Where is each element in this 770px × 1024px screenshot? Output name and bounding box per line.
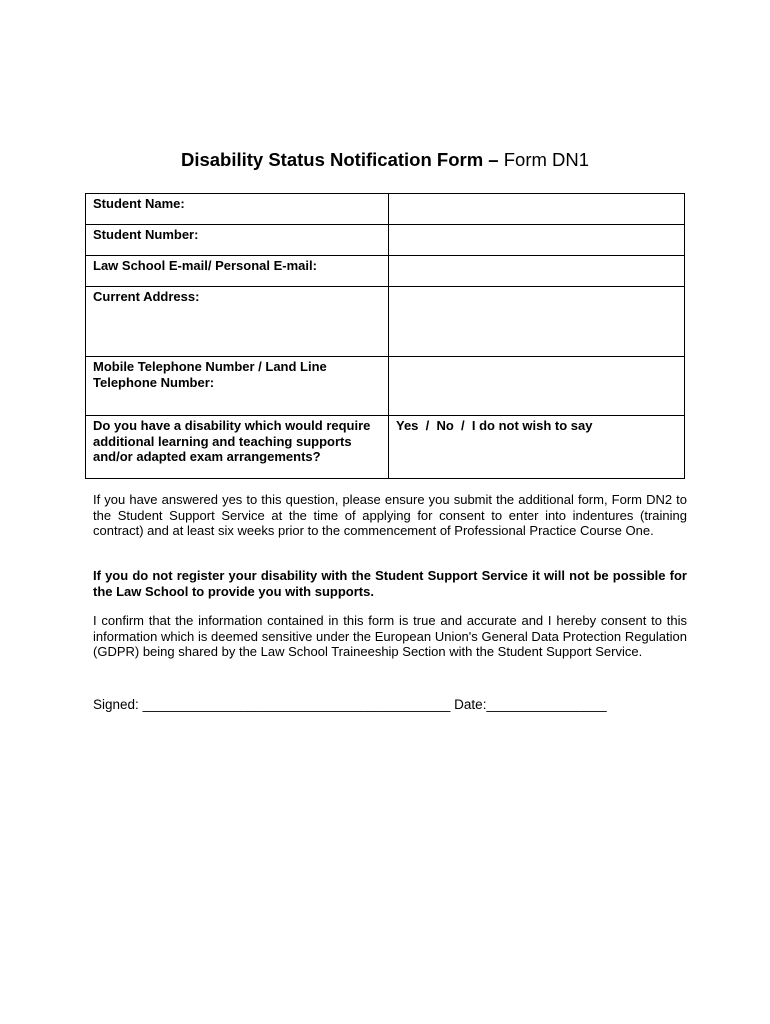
disability-question: Do you have a disability which would require additional learning and teaching supports and/or adapted exam arrangements? xyxy=(86,416,389,479)
signature-line xyxy=(93,697,607,713)
phone-field[interactable] xyxy=(389,357,685,416)
email-label: Law School E-mail/ Personal E-mail: xyxy=(86,256,389,287)
additional-form-note: If you have answered yes to this question, please ensure you submit the additional form, Form DN2 to the Student Support Service at the time of applying for consent to enter into indentures (training contract) and at least six weeks prior to the commencement of Professional Practice Course One. xyxy=(93,492,687,538)
table-row xyxy=(86,416,685,479)
phone-label-line1: Mobile Telephone Number / Land Line xyxy=(93,359,327,374)
table-row xyxy=(86,256,685,287)
table-row xyxy=(86,225,685,256)
student-name-label: Student Name: xyxy=(86,194,389,225)
table-row xyxy=(86,194,685,225)
student-details-table xyxy=(85,193,685,479)
student-number-label: Student Number: xyxy=(86,225,389,256)
table-row xyxy=(86,357,685,416)
email-field[interactable] xyxy=(389,256,685,287)
phone-label-line2: Telephone Number: xyxy=(93,374,215,390)
date-field[interactable]: ________________ xyxy=(486,697,607,712)
table-row xyxy=(86,287,685,357)
address-field[interactable] xyxy=(389,287,685,357)
disability-options[interactable]: Yes / No / I do not wish to say xyxy=(389,416,685,479)
consent-statement: I confirm that the information contained in this form is true and accurate and I hereby consent to this information which is deemed sensitive under the European Union's General Data Protection Regulation (GDPR) being shared by the Law School Traineeship Section with the Student Support Service. xyxy=(93,613,687,659)
title-form-code: Form DN1 xyxy=(503,149,590,170)
date-label: Date: xyxy=(454,697,487,712)
title-main: Disability Status Notification Form – xyxy=(180,149,499,170)
registration-warning: If you do not register your disability with the Student Support Service it will not be possible for the Law School to provide you with supports. xyxy=(93,568,687,599)
address-label: Current Address: xyxy=(86,287,389,357)
signed-field[interactable]: _________________________________________ xyxy=(142,697,451,712)
signed-label: Signed: xyxy=(93,697,139,712)
student-name-field[interactable] xyxy=(389,194,685,225)
student-number-field[interactable] xyxy=(389,225,685,256)
page-title xyxy=(0,148,770,172)
phone-label xyxy=(86,357,389,416)
